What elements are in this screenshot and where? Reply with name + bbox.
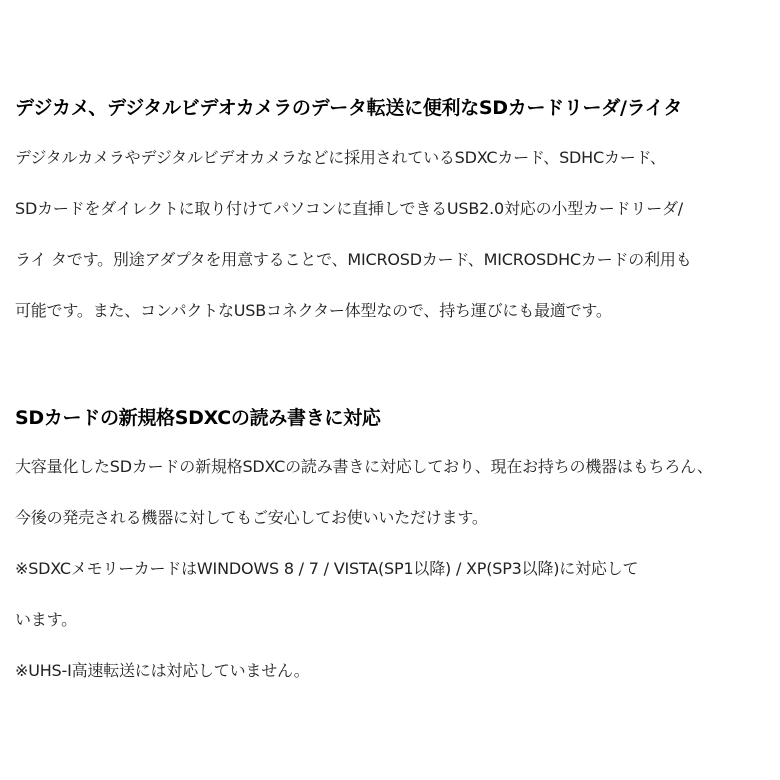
section-heading-sdxc: SDカードの新規格SDXCの読み書きに対応	[15, 407, 381, 429]
body-line: SDカードをダイレクトに取り付けてパソコンに直挿しできるUSB2.0対応の小型カードリーダ/	[15, 199, 683, 218]
body-line: 大容量化したSDカードの新規格SDXCの読み書きに対応しており、現在お持ちの機器はもちろん、	[15, 457, 713, 476]
body-line: ライ タです。別途アダプタを用意することで、MICROSDカード、MICROSDHCカードの利用も	[15, 250, 692, 269]
body-line: 可能です。また、コンパクトなUSBコネクター体型なので、持ち運びにも最適です。	[15, 301, 612, 320]
section-heading-card-reader: デジカメ、デジタルビデオカメラのデータ転送に便利なSDカードリーダ/ライタ	[15, 97, 683, 119]
body-line: います。	[15, 610, 77, 629]
body-line: ※SDXCメモリーカードはWINDOWS 8 / 7 / VISTA(SP1以降) / XP(SP3以降)に対応して	[15, 559, 639, 578]
body-line: デジタルカメラやデジタルビデオカメラなどに採用されているSDXCカード、SDHCカード、	[15, 148, 666, 167]
body-line: 今後の発売される機器に対してもご安心してお使いいただけます。	[15, 508, 488, 527]
body-line: ※UHS-I高速転送には対応していません。	[15, 661, 310, 680]
